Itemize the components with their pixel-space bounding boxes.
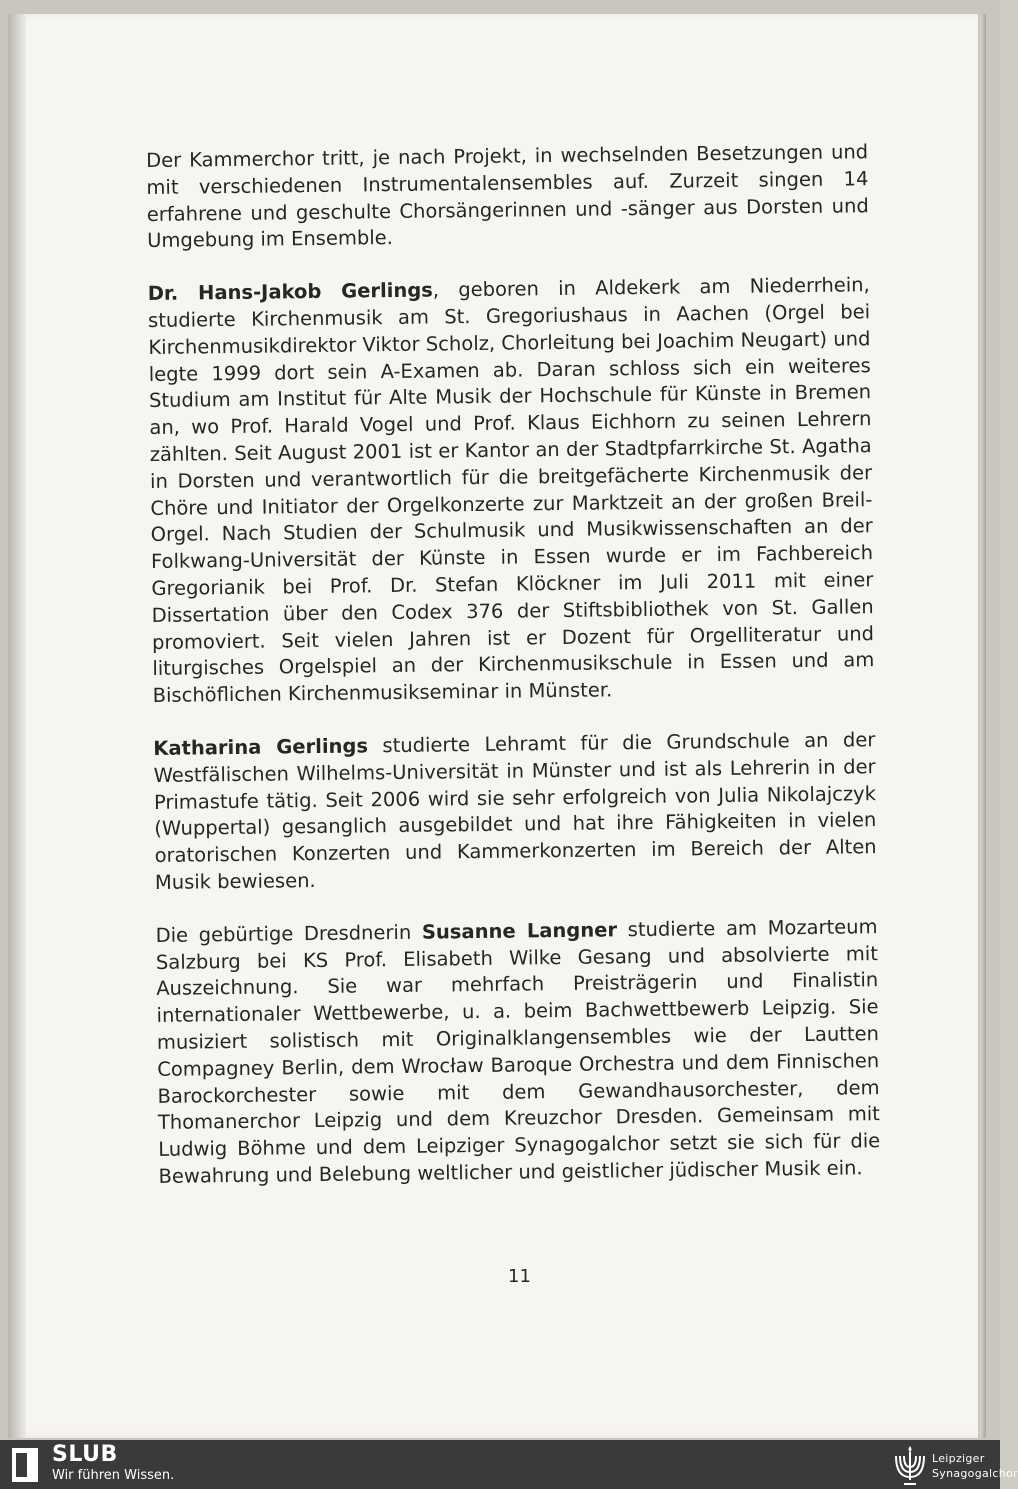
person-name: Katharina Gerlings — [153, 734, 369, 760]
slub-logo-icon[interactable] — [12, 1448, 38, 1482]
paragraph-susanne-langner — [155, 914, 880, 1191]
page-edge — [980, 14, 986, 1438]
page-number: 11 — [508, 1266, 531, 1287]
paragraph-text: studierte Lehramt für die Grundschule an der Westfälischen Wilhelms-Universität in Münster und ist als Lehrerin in der Primastufe tätig. Seit 2006 wird sie sehr erfolgreich von Julia Nikolajczyk (Wuppertal) gesanglich ausgebildet und hat ihre Fähigkeiten in vielen oratorischen Konzerten und Kammerkonzerten im Bereich der Alten Musik bewiesen. — [153, 728, 877, 894]
partner-name-line1: Leipziger — [932, 1452, 985, 1465]
person-name: Susanne Langner — [421, 918, 618, 944]
paragraph-text: , geboren in Aldekerk am Niederrhein, studierte Kirchenmusik am St. Gregoriushaus in Aachen (Orgel bei Kirchenmusikdirektor Viktor Scholz, Chorleitung bei Joachim Neugart) und legte 1999 dort sein A-Examen ab. Daran schloss sich ein weiteres Studium am Institut für Alte Musik der Hochschule für Künste in Bremen an, wo Prof. Harald Vogel und Prof. Klaus Eichhorn zu seinen Lehrern zählten. Seit August 2001 ist er Kantor an der Stadtpfarrkirche St. Agatha in Dorsten und verantwortlich für die breitgefächerte Kirchenmusik der Chöre und Initiator der Orgelkonzerte zur Marktzeit an der großen Breil-Orgel. Nach Studien der Schulmusik und Musikwissenschaften an der Folkwang-Universität der Künste in Essen wurde er im Fachbereich Gregorianik bei Prof. Dr. Stefan Klöckner im Juli 2011 mit einer Dissertation über den Codex 376 der Stiftsbibliothek von St. Gallen promoviert. Seit vielen Jahren ist er Dozent für Orgelliteratur und liturgisches Orgelspiel an der Kirchenmusikschule in Essen und am Bischöflichen Kirchenmusikseminar in Münster. — [147, 273, 875, 708]
page-spine — [8, 14, 26, 1438]
menorah-icon — [892, 1444, 928, 1486]
paragraph-text: Der Kammerchor tritt, je nach Projekt, in wechselnden Besetzungen und mit verschiedenen Instrumentalensembles auf. Zurzeit singen 14 erfahrene und geschulte Chorsängerinnen und -sänger aus Dorsten und Umgebung im Ensemble. — [146, 140, 869, 253]
page-text — [146, 139, 881, 1216]
paragraph-katharina-gerlings — [153, 727, 877, 897]
paragraph-kammerchor — [146, 139, 869, 255]
paragraph-intro: Die gebürtige Dresdnerin — [155, 920, 423, 947]
partner-name-line2: Synagogalchor — [932, 1467, 1018, 1480]
slub-tagline: Wir führen Wissen. — [52, 1468, 175, 1483]
slub-name[interactable]: SLUB — [52, 1442, 118, 1467]
person-name: Dr. Hans-Jakob Gerlings — [147, 278, 433, 306]
footer-bar — [0, 1440, 1018, 1489]
paragraph-text: studierte am Mozarteum Salzburg bei KS Prof. Elisabeth Wilke Gesang und absolvierte mit Auszeichnung. Sie war mehrfach Preisträgerin und Finalistin internationaler Wettbewerbe, u. a. beim Bachwettbewerb Leipzig. Sie musiziert solistisch mit Originalklangensembles wie der Lautten Compagney Berlin, dem Wrocław Baroque Orchestra und dem Finnischen Barockorchester sowie mit dem Gewandhausorchester, dem Thomanerchor Leipzig und dem Kreuzchor Dresden. Gemeinsam mit Ludwig Böhme und dem Leipziger Synagogalchor setzt sie sich für die Bewahrung und Belebung weltlicher und geistlicher jüdischer Musik ein. — [155, 914, 881, 1188]
paragraph-hans-jakob-gerlings — [148, 272, 875, 710]
